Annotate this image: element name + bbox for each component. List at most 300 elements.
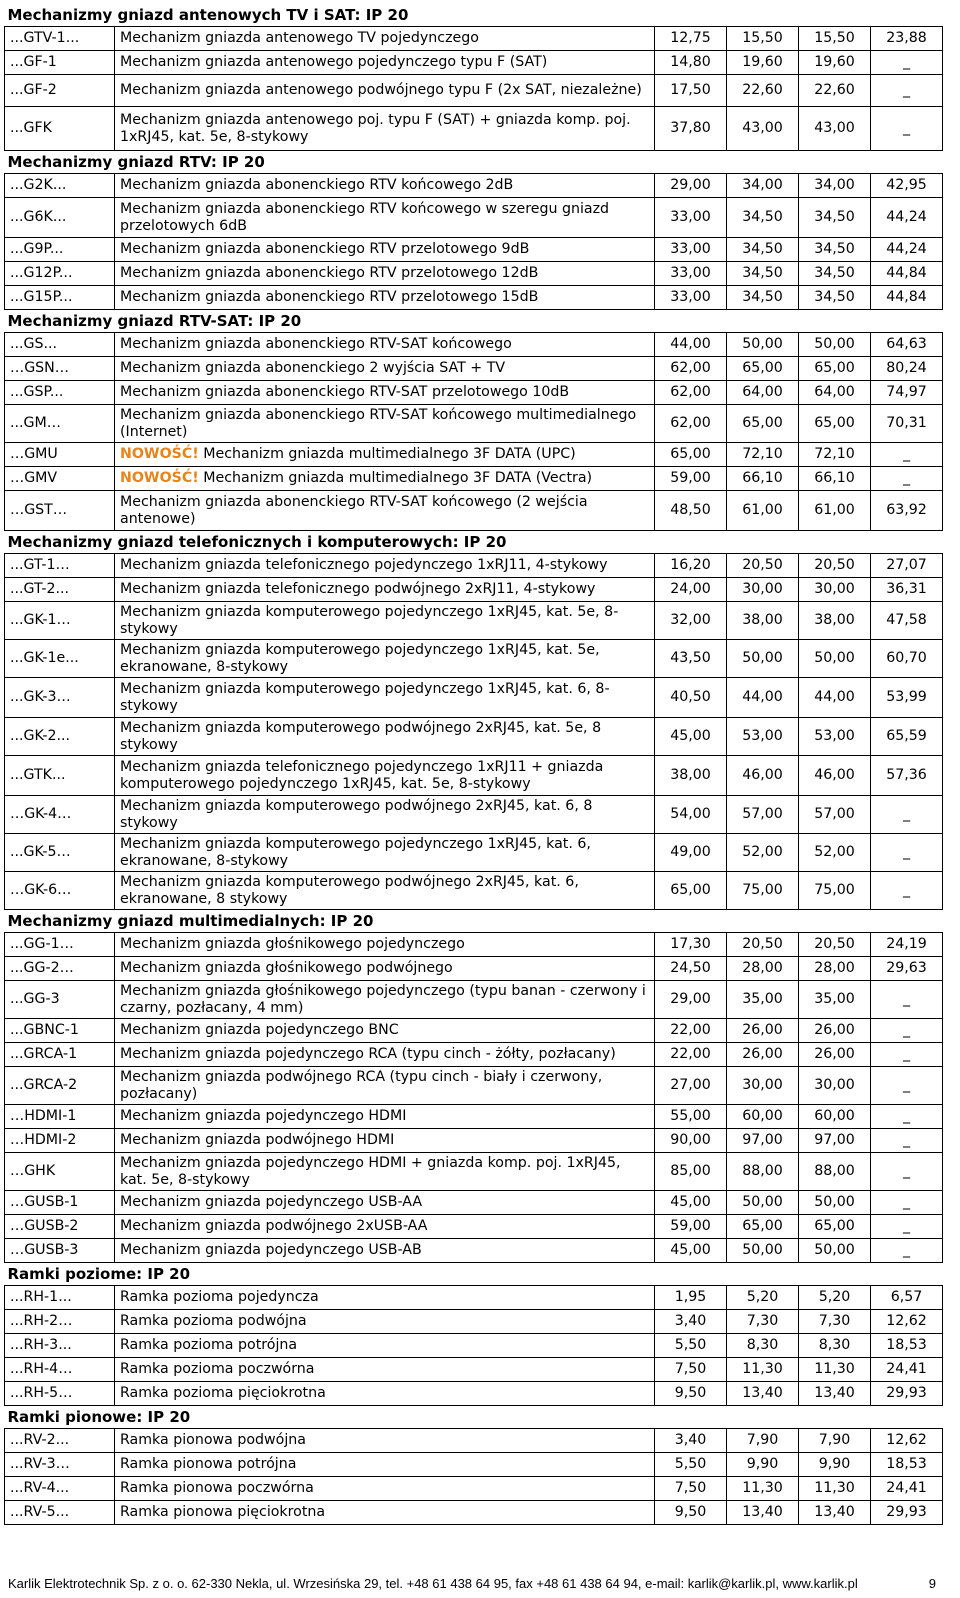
price-1: 40,50 xyxy=(655,678,727,718)
product-code: ...RH-5… xyxy=(5,1382,115,1406)
price-2: 28,00 xyxy=(727,957,799,981)
description-text: Mechanizm gniazda telefonicznego pojedynczego 1xRJ11 + gniazda komputerowego pojedynczego 1xRJ45, kat. 5e, 8-stykowy xyxy=(120,758,604,792)
price-3: 65,00 xyxy=(799,405,871,443)
product-row xyxy=(5,1019,943,1043)
price-3: 34,00 xyxy=(799,174,871,198)
price-1: 12,75 xyxy=(655,27,727,51)
price-1: 90,00 xyxy=(655,1129,727,1153)
description-text: Mechanizm gniazda antenowego TV pojedynczego xyxy=(120,30,479,46)
price-2: 20,50 xyxy=(727,554,799,578)
product-description xyxy=(115,357,655,381)
product-code: ...G9P... xyxy=(5,238,115,262)
price-1: 22,00 xyxy=(655,1043,727,1067)
price-1: 33,00 xyxy=(655,238,727,262)
product-row xyxy=(5,1382,943,1406)
product-code: ...GF-2 xyxy=(5,75,115,107)
price-4: _ xyxy=(871,1215,943,1239)
price-2: 44,00 xyxy=(727,678,799,718)
price-2: 7,90 xyxy=(727,1429,799,1453)
description-text: Mechanizm gniazda antenowego pojedynczego typu F (SAT) xyxy=(120,54,548,70)
price-4: _ xyxy=(871,1129,943,1153)
price-1: 3,40 xyxy=(655,1310,727,1334)
product-row xyxy=(5,1043,943,1067)
price-2: 72,10 xyxy=(727,443,799,467)
price-3: 34,50 xyxy=(799,286,871,310)
section-header-row xyxy=(5,910,943,933)
product-row xyxy=(5,75,943,107)
product-description xyxy=(115,718,655,756)
description-text: Mechanizm gniazda komputerowego podwójnego 2xRJ45, kat. 5e, 8 stykowy xyxy=(120,719,602,753)
product-row xyxy=(5,1429,943,1453)
product-code: …GK-4… xyxy=(5,796,115,834)
product-row xyxy=(5,554,943,578)
price-1: 5,50 xyxy=(655,1453,727,1477)
description-text: Mechanizm gniazda multimedialnego 3F DATA (Vectra) xyxy=(198,470,593,486)
description-text: Ramka pionowa podwójna xyxy=(120,1432,306,1448)
description-text: Mechanizm gniazda podwójnego HDMI xyxy=(120,1132,395,1148)
product-row xyxy=(5,443,943,467)
price-4: 36,31 xyxy=(871,578,943,602)
price-3: 43,00 xyxy=(799,107,871,151)
price-3: 72,10 xyxy=(799,443,871,467)
product-description xyxy=(115,107,655,151)
price-3: 15,50 xyxy=(799,27,871,51)
price-2: 75,00 xyxy=(727,872,799,910)
product-description xyxy=(115,381,655,405)
price-4: 23,88 xyxy=(871,27,943,51)
price-3: 5,20 xyxy=(799,1286,871,1310)
price-2: 57,00 xyxy=(727,796,799,834)
section-title: Mechanizmy gniazd RTV-SAT: IP 20 xyxy=(7,311,302,330)
price-1: 48,50 xyxy=(655,491,727,531)
price-2: 30,00 xyxy=(727,1067,799,1105)
description-text: Mechanizm gniazda komputerowego pojedynczego 1xRJ45, kat. 6, ekranowane, 8-stykowy xyxy=(120,835,591,869)
product-row xyxy=(5,957,943,981)
price-1: 45,00 xyxy=(655,1191,727,1215)
description-text: Mechanizm gniazda głośnikowego podwójnego xyxy=(120,960,453,976)
price-4: _ xyxy=(871,1153,943,1191)
price-1: 62,00 xyxy=(655,405,727,443)
price-4: 24,41 xyxy=(871,1358,943,1382)
price-4: 80,24 xyxy=(871,357,943,381)
section-header-row xyxy=(5,531,943,554)
product-code: ...GTV-1... xyxy=(5,27,115,51)
price-3: 13,40 xyxy=(799,1382,871,1406)
price-2: 65,00 xyxy=(727,357,799,381)
product-description xyxy=(115,405,655,443)
product-row xyxy=(5,1334,943,1358)
description-text: Ramka pozioma pięciokrotna xyxy=(120,1385,326,1401)
price-2: 20,50 xyxy=(727,933,799,957)
description-text: Mechanizm gniazda abonenckiego RTV przelotowego 9dB xyxy=(120,241,530,257)
price-1: 7,50 xyxy=(655,1477,727,1501)
product-description xyxy=(115,796,655,834)
product-description xyxy=(115,1239,655,1263)
price-4: 57,36 xyxy=(871,756,943,796)
price-1: 24,00 xyxy=(655,578,727,602)
description-text: Ramka pionowa pięciokrotna xyxy=(120,1504,326,1520)
product-description xyxy=(115,602,655,640)
description-text: Mechanizm gniazda komputerowego podwójnego 2xRJ45, kat. 6, ekranowane, 8 stykowy xyxy=(120,873,579,907)
description-text: Mechanizm gniazda podwójnego 2xUSB-AA xyxy=(120,1218,428,1234)
price-3: 50,00 xyxy=(799,640,871,678)
product-code: ...RH-3... xyxy=(5,1334,115,1358)
price-4: 64,63 xyxy=(871,333,943,357)
product-code: ...GFK xyxy=(5,107,115,151)
product-code: …GUSB-3 xyxy=(5,1239,115,1263)
product-description xyxy=(115,872,655,910)
price-1: 29,00 xyxy=(655,981,727,1019)
product-row xyxy=(5,357,943,381)
product-description xyxy=(115,174,655,198)
price-3: 34,50 xyxy=(799,262,871,286)
product-description xyxy=(115,1429,655,1453)
price-4: 24,41 xyxy=(871,1477,943,1501)
product-row xyxy=(5,107,943,151)
product-code: ...GK-2... xyxy=(5,718,115,756)
price-1: 65,00 xyxy=(655,443,727,467)
price-1: 62,00 xyxy=(655,381,727,405)
price-3: 65,00 xyxy=(799,1215,871,1239)
price-1: 43,50 xyxy=(655,640,727,678)
section-header-row xyxy=(5,1406,943,1429)
price-4: _ xyxy=(871,981,943,1019)
product-description xyxy=(115,1286,655,1310)
price-1: 59,00 xyxy=(655,467,727,491)
product-row xyxy=(5,27,943,51)
section-title: Mechanizmy gniazd telefonicznych i komputerowych: IP 20 xyxy=(7,532,507,551)
price-4: 18,53 xyxy=(871,1453,943,1477)
price-3: 50,00 xyxy=(799,1191,871,1215)
page-footer xyxy=(0,1576,960,1596)
price-3: 13,40 xyxy=(799,1501,871,1525)
price-1: 44,00 xyxy=(655,333,727,357)
product-row xyxy=(5,678,943,718)
price-3: 34,50 xyxy=(799,238,871,262)
price-sheet xyxy=(4,4,942,1525)
description-text: Mechanizm gniazda abonenckiego RTV-SAT końcowego (2 wejścia antenowe) xyxy=(120,493,588,527)
price-1: 85,00 xyxy=(655,1153,727,1191)
product-row xyxy=(5,1153,943,1191)
price-1: 22,00 xyxy=(655,1019,727,1043)
new-badge: NOWOŚĆ! xyxy=(120,446,199,462)
product-code: …GST… xyxy=(5,491,115,531)
price-3: 28,00 xyxy=(799,957,871,981)
price-3: 66,10 xyxy=(799,467,871,491)
description-text: Mechanizm gniazda abonenckiego RTV-SAT końcowego multimedialnego (Internet) xyxy=(120,406,637,440)
price-4: 70,31 xyxy=(871,405,943,443)
price-1: 65,00 xyxy=(655,872,727,910)
description-text: Mechanizm gniazda abonenckiego RTV końcowego 2dB xyxy=(120,177,514,193)
price-2: 34,00 xyxy=(727,174,799,198)
price-4: 44,24 xyxy=(871,238,943,262)
product-code: ...G15P... xyxy=(5,286,115,310)
price-1: 33,00 xyxy=(655,262,727,286)
price-1: 5,50 xyxy=(655,1334,727,1358)
product-row xyxy=(5,491,943,531)
product-code: …GUSB-2 xyxy=(5,1215,115,1239)
product-code: ...RH-4… xyxy=(5,1358,115,1382)
price-4: 53,99 xyxy=(871,678,943,718)
product-description xyxy=(115,491,655,531)
price-3: 35,00 xyxy=(799,981,871,1019)
price-3: 26,00 xyxy=(799,1043,871,1067)
product-row xyxy=(5,1129,943,1153)
description-text: Mechanizm gniazda multimedialnego 3F DATA (UPC) xyxy=(198,446,576,462)
price-4: 27,07 xyxy=(871,554,943,578)
product-code: ...GK-1e... xyxy=(5,640,115,678)
product-row xyxy=(5,756,943,796)
product-code: ...GK-3… xyxy=(5,678,115,718)
product-row xyxy=(5,262,943,286)
price-2: 30,00 xyxy=(727,578,799,602)
product-code: ...GG-2… xyxy=(5,957,115,981)
price-4: _ xyxy=(871,872,943,910)
price-4: 60,70 xyxy=(871,640,943,678)
description-text: Ramka pozioma pojedyncza xyxy=(120,1289,319,1305)
price-1: 17,30 xyxy=(655,933,727,957)
product-row xyxy=(5,1477,943,1501)
price-2: 11,30 xyxy=(727,1477,799,1501)
product-code: ...GRCA-1 xyxy=(5,1043,115,1067)
price-4: 44,24 xyxy=(871,198,943,238)
price-3: 9,90 xyxy=(799,1453,871,1477)
price-2: 50,00 xyxy=(727,1191,799,1215)
product-description xyxy=(115,1191,655,1215)
price-4: 12,62 xyxy=(871,1429,943,1453)
product-row xyxy=(5,198,943,238)
price-3: 8,30 xyxy=(799,1334,871,1358)
description-text: Ramka pionowa potrójna xyxy=(120,1456,297,1472)
price-2: 35,00 xyxy=(727,981,799,1019)
section-title: Ramki pionowe: IP 20 xyxy=(7,1407,191,1426)
product-description xyxy=(115,554,655,578)
price-1: 33,00 xyxy=(655,286,727,310)
price-3: 97,00 xyxy=(799,1129,871,1153)
price-3: 88,00 xyxy=(799,1153,871,1191)
price-3: 44,00 xyxy=(799,678,871,718)
price-4: 74,97 xyxy=(871,381,943,405)
price-1: 27,00 xyxy=(655,1067,727,1105)
product-description xyxy=(115,1501,655,1525)
price-4: _ xyxy=(871,443,943,467)
product-code: ...GT-2... xyxy=(5,578,115,602)
product-description xyxy=(115,51,655,75)
product-code: ...RV-2... xyxy=(5,1429,115,1453)
price-2: 34,50 xyxy=(727,238,799,262)
price-2: 64,00 xyxy=(727,381,799,405)
price-4: 47,58 xyxy=(871,602,943,640)
price-3: 22,60 xyxy=(799,75,871,107)
price-3: 53,00 xyxy=(799,718,871,756)
product-description xyxy=(115,1105,655,1129)
section-header-row xyxy=(5,1263,943,1286)
product-code: …HDMI-2 xyxy=(5,1129,115,1153)
price-table xyxy=(4,4,943,1525)
description-text: Ramka pozioma poczwórna xyxy=(120,1361,315,1377)
price-1: 9,50 xyxy=(655,1382,727,1406)
product-description xyxy=(115,467,655,491)
price-4: _ xyxy=(871,1105,943,1129)
price-4: _ xyxy=(871,467,943,491)
product-code: ...GF-1 xyxy=(5,51,115,75)
product-description xyxy=(115,1334,655,1358)
description-text: Mechanizm gniazda pojedynczego BNC xyxy=(120,1022,399,1038)
product-description xyxy=(115,678,655,718)
description-text: Mechanizm gniazda głośnikowego pojedynczego (typu banan - czerwony i czarny, pozłacany, 4 mm) xyxy=(120,982,646,1016)
price-2: 26,00 xyxy=(727,1019,799,1043)
section-header-row xyxy=(5,4,943,27)
product-code: …GK-6… xyxy=(5,872,115,910)
description-text: Mechanizm gniazda telefonicznego podwójnego 2xRJ11, 4-stykowy xyxy=(120,581,596,597)
section-title: Mechanizmy gniazd RTV: IP 20 xyxy=(7,152,265,171)
product-row xyxy=(5,1501,943,1525)
product-description xyxy=(115,262,655,286)
product-row xyxy=(5,51,943,75)
product-code: …GUSB-1 xyxy=(5,1191,115,1215)
product-description xyxy=(115,933,655,957)
section-title: Mechanizmy gniazd antenowych TV i SAT: IP 20 xyxy=(7,5,409,24)
description-text: Mechanizm gniazda pojedynczego HDMI + gniazda komp. poj. 1xRJ45, kat. 5e, 8-stykowy xyxy=(120,1154,621,1188)
product-code: ...RV-4... xyxy=(5,1477,115,1501)
price-2: 8,30 xyxy=(727,1334,799,1358)
product-row xyxy=(5,933,943,957)
description-text: Mechanizm gniazda komputerowego podwójnego 2xRJ45, kat. 6, 8 stykowy xyxy=(120,797,593,831)
description-text: Ramka pozioma podwójna xyxy=(120,1313,307,1329)
description-text: Ramka pionowa poczwórna xyxy=(120,1480,314,1496)
product-description xyxy=(115,1043,655,1067)
product-description xyxy=(115,1358,655,1382)
product-row xyxy=(5,1310,943,1334)
price-1: 62,00 xyxy=(655,357,727,381)
price-3: 38,00 xyxy=(799,602,871,640)
product-code: ...GM… xyxy=(5,405,115,443)
product-description xyxy=(115,957,655,981)
price-4: 42,95 xyxy=(871,174,943,198)
price-4: 65,59 xyxy=(871,718,943,756)
price-3: 20,50 xyxy=(799,933,871,957)
product-description xyxy=(115,756,655,796)
price-1: 16,20 xyxy=(655,554,727,578)
product-code: ...GK-1… xyxy=(5,602,115,640)
product-description xyxy=(115,333,655,357)
price-4: 12,62 xyxy=(871,1310,943,1334)
price-4: _ xyxy=(871,1191,943,1215)
product-description xyxy=(115,75,655,107)
company-address: Karlik Elektrotechnik Sp. z o. o. 62-330 Nekla, ul. Wrzesińska 29, tel. +48 61 438 64 95, fax +48 61 438 64 94, e-mail: karlik@karlik.pl, www.karlik.pl xyxy=(8,1576,858,1591)
product-description xyxy=(115,1067,655,1105)
price-1: 54,00 xyxy=(655,796,727,834)
price-1: 49,00 xyxy=(655,834,727,872)
description-text: Mechanizm gniazda pojedynczego USB-AB xyxy=(120,1242,422,1258)
product-code: ...RH-1... xyxy=(5,1286,115,1310)
description-text: Mechanizm gniazda abonenckiego RTV końcowego w szeregu gniazd przelotowych 6dB xyxy=(120,200,610,234)
product-code: ...RV-3… xyxy=(5,1453,115,1477)
price-3: 11,30 xyxy=(799,1477,871,1501)
price-4: 18,53 xyxy=(871,1334,943,1358)
price-4: 63,92 xyxy=(871,491,943,531)
price-1: 17,50 xyxy=(655,75,727,107)
section-header-row xyxy=(5,151,943,174)
product-row xyxy=(5,872,943,910)
price-4: _ xyxy=(871,1239,943,1263)
price-2: 19,60 xyxy=(727,51,799,75)
price-3: 7,30 xyxy=(799,1310,871,1334)
price-2: 5,20 xyxy=(727,1286,799,1310)
product-description xyxy=(115,578,655,602)
description-text: Mechanizm gniazda pojedynczego RCA (typu cinch - żółty, pozłacany) xyxy=(120,1046,616,1062)
price-2: 7,30 xyxy=(727,1310,799,1334)
product-description xyxy=(115,640,655,678)
product-row xyxy=(5,578,943,602)
price-3: 61,00 xyxy=(799,491,871,531)
product-description xyxy=(115,1019,655,1043)
price-2: 65,00 xyxy=(727,1215,799,1239)
price-2: 22,60 xyxy=(727,75,799,107)
price-3: 52,00 xyxy=(799,834,871,872)
price-3: 20,50 xyxy=(799,554,871,578)
price-2: 50,00 xyxy=(727,1239,799,1263)
product-row xyxy=(5,834,943,872)
price-1: 38,00 xyxy=(655,756,727,796)
price-2: 13,40 xyxy=(727,1382,799,1406)
price-2: 52,00 xyxy=(727,834,799,872)
price-1: 45,00 xyxy=(655,1239,727,1263)
product-code: ...GG-1… xyxy=(5,933,115,957)
product-code: ...GTK... xyxy=(5,756,115,796)
price-4: _ xyxy=(871,75,943,107)
product-row xyxy=(5,1105,943,1129)
product-description xyxy=(115,1453,655,1477)
price-3: 11,30 xyxy=(799,1358,871,1382)
product-code: ...GBNC-1 xyxy=(5,1019,115,1043)
price-4: 24,19 xyxy=(871,933,943,957)
price-4: _ xyxy=(871,834,943,872)
product-code: ...G12P... xyxy=(5,262,115,286)
section-title: Mechanizmy gniazd multimedialnych: IP 20 xyxy=(7,911,374,930)
price-3: 75,00 xyxy=(799,872,871,910)
product-code: ...GG-3 xyxy=(5,981,115,1019)
product-row xyxy=(5,796,943,834)
description-text: Mechanizm gniazda głośnikowego pojedynczego xyxy=(120,936,465,952)
price-4: 6,57 xyxy=(871,1286,943,1310)
price-3: 65,00 xyxy=(799,357,871,381)
price-4: _ xyxy=(871,1019,943,1043)
description-text: Mechanizm gniazda komputerowego pojedynczego 1xRJ45, kat. 5e, 8-stykowy xyxy=(120,603,619,637)
product-description xyxy=(115,1153,655,1191)
product-code: ...GS... xyxy=(5,333,115,357)
description-text: Mechanizm gniazda abonenckiego 2 wyjścia SAT + TV xyxy=(120,360,506,376)
price-1: 33,00 xyxy=(655,198,727,238)
price-1: 9,50 xyxy=(655,1501,727,1525)
product-row xyxy=(5,467,943,491)
price-4: _ xyxy=(871,796,943,834)
price-3: 30,00 xyxy=(799,1067,871,1105)
price-4: _ xyxy=(871,1043,943,1067)
product-code: ...RV-5... xyxy=(5,1501,115,1525)
price-4: _ xyxy=(871,51,943,75)
page-number: 9 xyxy=(928,1576,936,1591)
price-2: 13,40 xyxy=(727,1501,799,1525)
description-text: Mechanizm gniazda telefonicznego pojedynczego 1xRJ11, 4-stykowy xyxy=(120,557,608,573)
product-row xyxy=(5,405,943,443)
product-row xyxy=(5,1358,943,1382)
product-row xyxy=(5,174,943,198)
price-2: 60,00 xyxy=(727,1105,799,1129)
price-2: 46,00 xyxy=(727,756,799,796)
price-3: 7,90 xyxy=(799,1429,871,1453)
price-2: 66,10 xyxy=(727,467,799,491)
